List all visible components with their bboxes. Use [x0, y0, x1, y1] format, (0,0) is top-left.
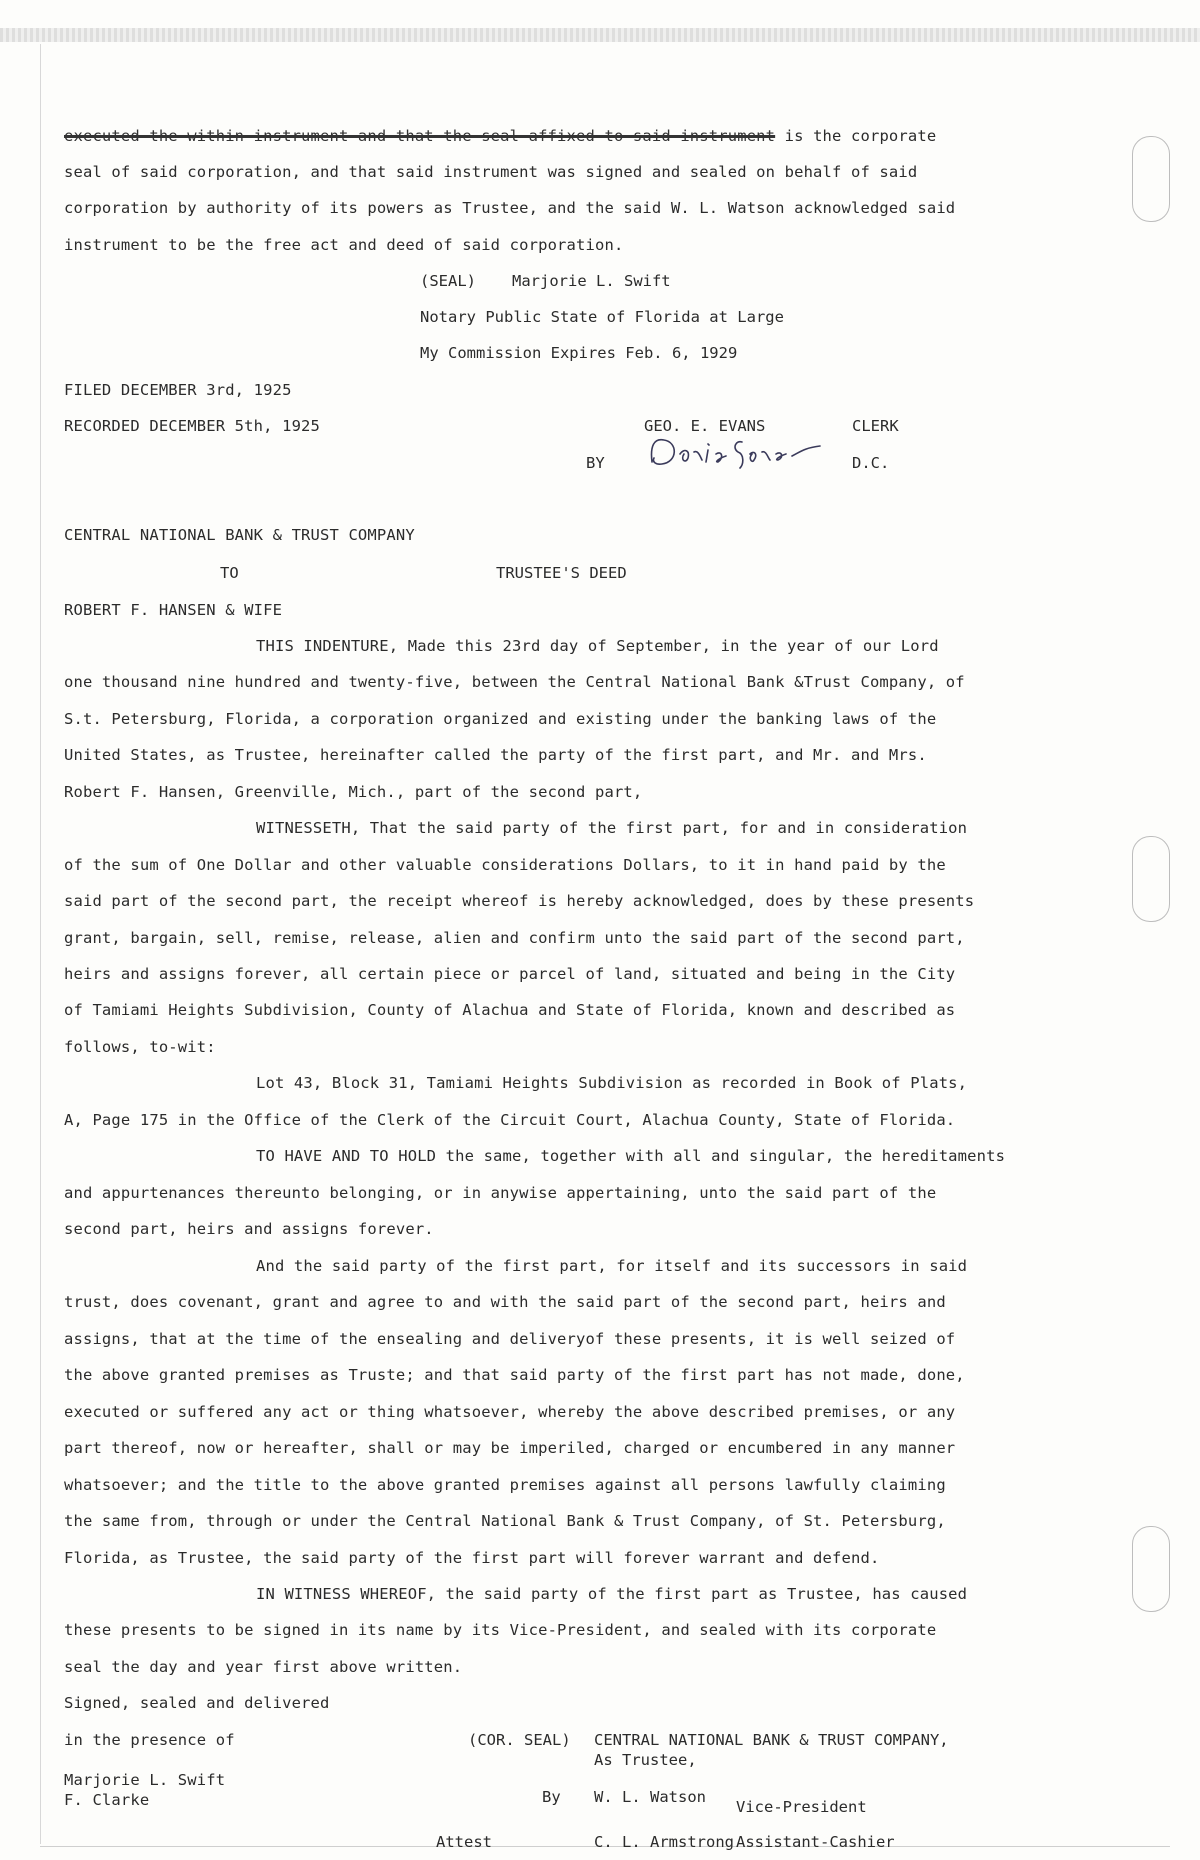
- binder-ring-hole: [1132, 836, 1170, 922]
- paragraph-line: Florida, as Trustee, the said party of the first part will forever warrant and defend.: [64, 1549, 880, 1567]
- notary-name: Marjorie L. Swift: [512, 272, 671, 290]
- paragraph-line: TO HAVE AND TO HOLD the same, together with all and singular, the hereditaments: [256, 1147, 1006, 1165]
- deputy-clerk-signature: [644, 432, 844, 472]
- attest-label: Attest: [436, 1833, 492, 1851]
- paragraph-line: trust, does covenant, grant and agree to and with the said part of the second part, heirs and: [64, 1293, 946, 1311]
- in-presence-of: in the presence of: [64, 1731, 235, 1749]
- paragraph-line: And the said party of the first part, for itself and its successors in said: [256, 1257, 968, 1275]
- grantor-heading: CENTRAL NATIONAL BANK & TRUST COMPANY: [64, 526, 415, 544]
- assistant-cashier-title: Assistant-Cashier: [736, 1833, 895, 1851]
- paragraph-line: grant, bargain, sell, remise, release, alien and confirm unto the said part of the second part,: [64, 929, 965, 947]
- paragraph-line: these presents to be signed in its name by its Vice-President, and sealed with its corporate: [64, 1621, 937, 1639]
- struck-text: executed the within instrument and that the seal affixed to said instrument: [64, 127, 776, 145]
- text-line: corporation by authority of its powers as Trustee, and the said W. L. Watson acknowledged said: [64, 199, 956, 217]
- paragraph-line: one thousand nine hundred and twenty-five, between the Central National Bank &Trust Company, of: [64, 673, 965, 691]
- paragraph-line: executed or suffered any act or thing whatsoever, whereby the above described premises, or any: [64, 1403, 956, 1421]
- binder-ring-hole: [1132, 136, 1170, 222]
- paragraph-line: follows, to-wit:: [64, 1038, 216, 1056]
- witness-name: F. Clarke: [64, 1791, 150, 1809]
- paragraph-line: of the sum of One Dollar and other valuable considerations Dollars, to it in hand paid by the: [64, 856, 946, 874]
- notary-commission: My Commission Expires Feb. 6, 1929: [420, 344, 738, 362]
- legal-description-line: Lot 43, Block 31, Tamiami Heights Subdivision as recorded in Book of Plats,: [256, 1074, 968, 1092]
- binder-ring-hole: [1132, 1526, 1170, 1612]
- paragraph-line: seal the day and year first above written.: [64, 1658, 463, 1676]
- paragraph-line: the above granted premises as Truste; and that said party of the first part has not made, done,: [64, 1366, 965, 1384]
- vice-president-name: W. L. Watson: [594, 1788, 706, 1806]
- paragraph-line: assigns, that at the time of the ensealing and deliveryof these presents, it is well seized of: [64, 1330, 956, 1348]
- recorded-date: RECORDED DECEMBER 5th, 1925: [64, 417, 321, 435]
- grantee-heading: ROBERT F. HANSEN & WIFE: [64, 601, 283, 619]
- clerk-name: GEO. E. EVANS: [644, 417, 766, 435]
- trustee-company-name: CENTRAL NATIONAL BANK & TRUST COMPANY,: [594, 1731, 949, 1749]
- paragraph-line: said part of the second part, the receipt whereof is hereby acknowledged, does by these presents: [64, 892, 975, 910]
- paragraph-line: Robert F. Hansen, Greenville, Mich., part of the second part,: [64, 783, 643, 801]
- to-heading: TO: [220, 564, 239, 582]
- text-fragment: is the corporate: [775, 127, 937, 145]
- witness-name: Marjorie L. Swift: [64, 1771, 226, 1789]
- paragraph-line: WITNESSETH, That the said party of the first part, for and in consideration: [256, 819, 968, 837]
- page-left-edge: [40, 44, 41, 1844]
- as-trustee-label: As Trustee,: [594, 1751, 697, 1769]
- corporate-seal-label: (COR. SEAL): [468, 1731, 571, 1749]
- paragraph-line: part thereof, now or hereafter, shall or may be imperiled, charged or encumbered in any manner: [64, 1439, 956, 1457]
- notary-seal-label: (SEAL): [420, 272, 476, 290]
- paragraph-line: IN WITNESS WHEREOF, the said party of the first part as Trustee, has caused: [256, 1585, 968, 1603]
- by-label: By: [542, 1788, 561, 1806]
- paragraph-line: heirs and assigns forever, all certain piece or parcel of land, situated and being in the City: [64, 965, 956, 983]
- document-type-heading: TRUSTEE'S DEED: [496, 564, 627, 582]
- assistant-cashier-name: C. L. Armstrong: [594, 1833, 734, 1851]
- text-line: [64, 126, 936, 146]
- text-line: instrument to be the free act and deed of said corporation.: [64, 236, 624, 254]
- paragraph-line: whatsoever; and the title to the above granted premises against all persons lawfully claiming: [64, 1476, 946, 1494]
- filed-date: FILED DECEMBER 3rd, 1925: [64, 381, 292, 399]
- paragraph-line: of Tamiami Heights Subdivision, County of Alachua and State of Florida, known and described as: [64, 1001, 956, 1019]
- paragraph-line: THIS INDENTURE, Made this 23rd day of September, in the year of our Lord: [256, 637, 939, 655]
- signed-sealed-delivered: Signed, sealed and delivered: [64, 1694, 330, 1712]
- deputy-clerk-abbrev: D.C.: [852, 454, 890, 472]
- vice-president-title: Vice-President: [736, 1798, 867, 1816]
- paragraph-line: S.t. Petersburg, Florida, a corporation organized and existing under the banking laws of the: [64, 710, 937, 728]
- paragraph-line: the same from, through or under the Central National Bank & Trust Company, of St. Petersburg,: [64, 1512, 946, 1530]
- paragraph-line: United States, as Trustee, hereinafter called the party of the first part, and Mr. and Mrs.: [64, 746, 927, 764]
- by-label: BY: [586, 454, 605, 472]
- paragraph-line: and appurtenances thereunto belonging, or in anywise appertaining, unto the said part of the: [64, 1184, 937, 1202]
- text-line: seal of said corporation, and that said instrument was signed and sealed on behalf of said: [64, 163, 918, 181]
- scan-top-band: [0, 28, 1200, 42]
- clerk-title: CLERK: [852, 417, 899, 435]
- legal-description-line: A, Page 175 in the Office of the Clerk of the Circuit Court, Alachua County, State of Florida.: [64, 1111, 956, 1129]
- notary-title: Notary Public State of Florida at Large: [420, 308, 784, 326]
- paragraph-line: second part, heirs and assigns forever.: [64, 1220, 434, 1238]
